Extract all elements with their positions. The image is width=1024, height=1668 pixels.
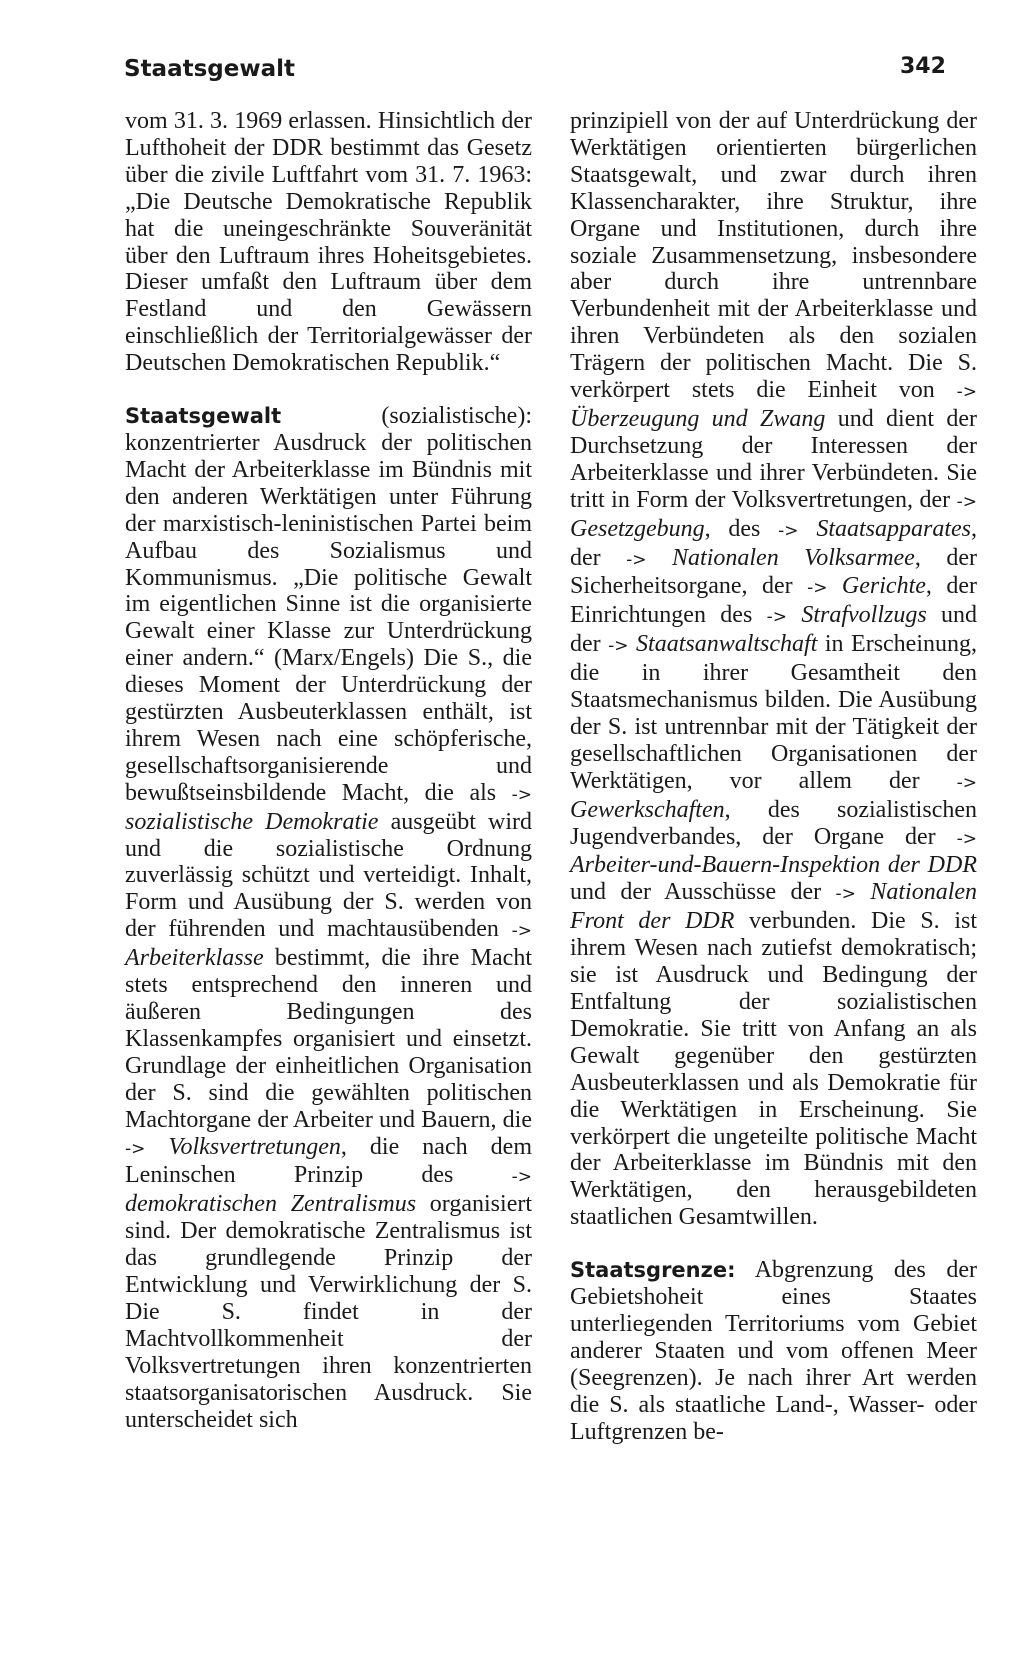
cross-reference-arrow-icon: -> [511, 1167, 532, 1188]
cross-reference-arrow-icon: -> [766, 607, 787, 628]
cross-reference-arrow-icon: -> [807, 578, 828, 599]
page-number: 342 [900, 54, 946, 79]
cross-reference: demokratischen Zentralismus [125, 1191, 417, 1218]
cross-reference-arrow-icon: -> [956, 382, 977, 403]
cross-reference-arrow-icon: -> [511, 921, 532, 942]
cross-reference: Volksvertretungen [168, 1133, 341, 1160]
body-text: Abgrenzung des der Gebietshoheit eines Staates unterliegenden Territoriums vom Gebiet anderer Staaten und vom offenen Meer (Seegrenzen). Je nach ihrer Art werden die S. als staatliche Land-, Wasser- oder Luftgrenzen be- [570, 1257, 977, 1445]
right-column [570, 108, 977, 1446]
cross-reference: Nationalen Front der DDR [570, 879, 978, 935]
cross-reference-arrow-icon: -> [835, 884, 856, 905]
continued-paragraph: vom 31. 3. 1969 erlassen. Hinsichtlich der Lufthoheit der DDR bestimmt das Gesetz über die zivile Luftfahrt vom 31. 7. 1963: „Die Deutsche Demokratische Republik hat die uneingeschränkte Souveränität über den Luftraum ihres Hoheitsgebietes. Dieser umfaßt den Luftraum über dem Festland und den Gewässern einschließlich der Territorialgewässer der Deutschen Demokratischen Republik.“ [125, 108, 532, 377]
cross-reference: Gerichte [841, 573, 926, 600]
body-text: bestimmt, die ihre Macht stets entsprechend den inneren und äußeren Bedingungen des Klassenkampfes organisiert und einsetzt. Grundlage der einheitlichen Organisation der S. sind die gewählten politischen Machtorgane der Arbeiter und Bauern, die [125, 945, 532, 1133]
cross-reference-arrow-icon: -> [956, 491, 977, 512]
body-text: , die nach dem Leninschen Prinzip des [125, 1133, 532, 1189]
cross-reference: Staatsapparates [816, 515, 971, 542]
cross-reference: Arbeiter-und-Bauern-Inspektion der DDR [570, 852, 977, 879]
left-column [125, 108, 532, 1434]
body-text: verbunden. Die S. ist ihrem Wesen nach zutiefst demokratisch; sie ist Ausdruck und Bedingung der Entfaltung der sozialistischen Demokratie. Sie tritt von Anfang an als Gewalt gegenüber den gestürzten Ausbeuterklassen und als Demokratie für die Werktätigen in Erscheinung. Sie verkörpert die ungeteilte politische Macht der Arbeiterklasse im Bündnis mit den Werktätigen, den herausgebildeten staatlichen Gesamtwillen. [570, 908, 977, 1231]
headword: Staatsgrenze: [570, 1258, 736, 1283]
cross-reference: Strafvollzugs [801, 602, 927, 629]
body-text: , der Sicherheitsorgane, der [570, 544, 977, 600]
cross-reference-arrow-icon: -> [626, 549, 647, 570]
cross-reference-arrow-icon: -> [778, 520, 799, 541]
body-text: und dient der Durchsetzung der Interessen der Arbeiterklasse und ihrer Verbündeten. Sie tritt in Form der Volksvertretungen, der [570, 405, 978, 513]
body-text: , des sozialistischen Jugendverbandes, der Organe der [570, 796, 977, 850]
body-text: , des [704, 515, 779, 542]
cross-reference: Staatsanwaltschaft [636, 631, 818, 658]
continued-paragraph [570, 108, 977, 1231]
cross-reference-arrow-icon: -> [956, 828, 977, 849]
entry-staatsgewalt [125, 403, 532, 1433]
cross-reference: Arbeiterklasse [125, 945, 264, 972]
entry-staatsgrenze [570, 1257, 977, 1445]
body-text: und der Ausschüsse der [570, 879, 836, 906]
cross-reference: sozialistische Demokratie [125, 808, 379, 835]
cross-reference-arrow-icon: -> [125, 1138, 146, 1159]
body-text: (sozialistische): konzentrierter Ausdruck der politischen Macht der Arbeiterklasse im Bündnis mit den anderen Werktätigen unter Führung der marxistisch-leninistischen Partei beim Aufbau des Sozialismus und Kommunismus. „Die politische Gewalt im eigentlichen Sinne ist die organisierte Gewalt einer Klasse zur Unterdrückung einer andern.“ (Marx/Engels) Die S., die dieses Moment der Unterdrückung der gestürzten Ausbeuterklassen enthält, ist ihrem Wesen nach eine schöpferische, gesellschaftsorganisierende und bewußtseinsbildende Macht, die als [125, 403, 532, 806]
body-text: ausgeübt wird und die sozialistische Ordnung zuverlässig schützt und verteidigt. Inhalt, Form und Ausübung der S. werden von der führenden und machtausübenden [125, 808, 532, 943]
headword: Staatsgewalt [125, 404, 282, 429]
body-text: , der Einrichtungen des [570, 573, 977, 629]
body-text: und der [570, 602, 977, 658]
cross-reference-arrow-icon: -> [956, 772, 977, 793]
body-text: in Erscheinung, die in ihrer Gesamtheit den Staatsmechanismus bilden. Die Ausübung der S. ist untrennbar mit der Tätigkeit der gesellschaftlichen Organisationen der Werktätigen, vor allem der [570, 631, 977, 794]
cross-reference: Gewerkschaften [570, 796, 725, 823]
running-head: Staatsgewalt [124, 56, 295, 82]
cross-reference: Überzeugung und Zwang [570, 405, 826, 432]
body-text: , der [570, 515, 977, 571]
cross-reference-arrow-icon: -> [511, 784, 532, 805]
cross-reference: Gesetzgebung [570, 515, 705, 542]
body-text: prinzipiell von der auf Unterdrückung der Werktätigen orientierten bürgerlichen Staatsgewalt, und zwar durch ihren Klassencharakter, ihre Struktur, ihre Organe und Institutionen, durch ihre soziale Zusammensetzung, insbesondere aber durch ihre untrennbare Verbundenheit mit der Arbeiterklasse und ihren Verbündeten als den sozialen Trägern der politischen Macht. Die S. verkörpert stets die Einheit von [570, 108, 977, 404]
body-text: organisiert sind. Der demokratische Zentralismus ist das grundlegende Prinzip der Entwicklung und Verwirklichung der S. Die S. findet in der Machtvollkommenheit der Volksvertretungen ihren konzentrierten staatsorganisatorischen Ausdruck. Sie unterscheidet sich [125, 1191, 533, 1433]
cross-reference-arrow-icon: -> [608, 636, 629, 657]
cross-reference: Nationalen Volksarmee [672, 544, 915, 571]
